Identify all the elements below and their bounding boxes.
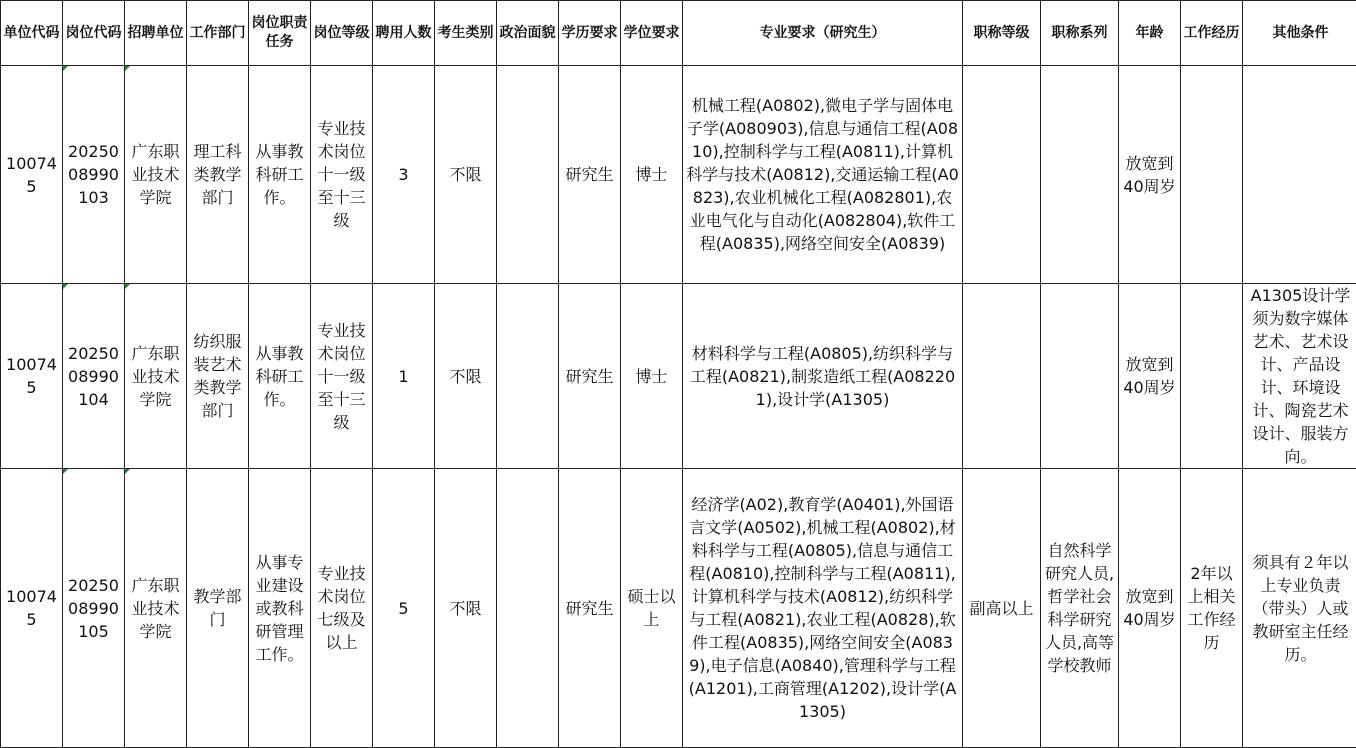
- header-unit-code: 单位代码: [1, 1, 63, 66]
- header-experience: 工作经历: [1181, 1, 1243, 66]
- cell-grade: 专业技术岗位十一级至十三级: [311, 284, 373, 469]
- cell-department: 教学部门: [187, 469, 249, 748]
- cell-experience: 2年以上相关工作经历: [1181, 469, 1243, 748]
- header-department: 工作部门: [187, 1, 249, 66]
- cell-age: 放宽到40周岁: [1119, 284, 1181, 469]
- header-headcount: 聘用人数: [373, 1, 435, 66]
- cell-candidate-type: 不限: [435, 66, 497, 284]
- cell-post-code: 2025008990103: [63, 66, 125, 284]
- header-political: 政治面貌: [497, 1, 559, 66]
- cell-grade: 专业技术岗位七级及以上: [311, 469, 373, 748]
- cell-candidate-type: 不限: [435, 284, 497, 469]
- cell-education: 研究生: [559, 66, 621, 284]
- cell-political: [497, 284, 559, 469]
- cell-title-series: [1041, 66, 1119, 284]
- cell-title-level: [963, 284, 1041, 469]
- cell-other: [1243, 66, 1356, 284]
- header-employer: 招聘单位: [125, 1, 187, 66]
- cell-employer: 广东职业技术学院: [125, 469, 187, 748]
- cell-department: 纺织服装艺术类教学部门: [187, 284, 249, 469]
- cell-duties: 从事专业建设或教科研管理工作。: [249, 469, 311, 748]
- header-degree: 学位要求: [621, 1, 683, 66]
- header-post-code: 岗位代码: [63, 1, 125, 66]
- cell-major: 材料科学与工程(A0805),纺织科学与工程(A0821),制浆造纸工程(A082201),设计学(A1305): [683, 284, 963, 469]
- cell-title-level: 副高以上: [963, 469, 1041, 748]
- header-education: 学历要求: [559, 1, 621, 66]
- header-duties: 岗位职责任务: [249, 1, 311, 66]
- cell-unit-code: 100745: [1, 284, 63, 469]
- cell-education: 研究生: [559, 284, 621, 469]
- cell-title-series: 自然科学研究人员,哲学社会科学研究人员,高等学校教师: [1041, 469, 1119, 748]
- cell-unit-code: 100745: [1, 66, 63, 284]
- table-row: [1, 284, 1356, 469]
- cell-education: 研究生: [559, 469, 621, 748]
- cell-post-code: 2025008990105: [63, 469, 125, 748]
- header-candidate-type: 考生类别: [435, 1, 497, 66]
- header-grade: 岗位等级: [311, 1, 373, 66]
- cell-headcount: 5: [373, 469, 435, 748]
- cell-major: 经济学(A02),教育学(A0401),外国语言文学(A0502),机械工程(A0802),材料科学与工程(A0805),信息与通信工程(A0810),控制科学与工程(A0811),计算机科学与技术(A0812),纺织科学与工程(A0821),农业工程(A0828),软件工程(A0835),网络空间安全(A0839),电子信息(A0840),管理科学与工程(A1201),工商管理(A1202),设计学(A1305): [683, 469, 963, 748]
- cell-department: 理工科类教学部门: [187, 66, 249, 284]
- cell-experience: [1181, 66, 1243, 284]
- header-other: 其他条件: [1243, 1, 1356, 66]
- cell-headcount: 1: [373, 284, 435, 469]
- header-title-level: 职称等级: [963, 1, 1041, 66]
- cell-degree: 硕士以上: [621, 469, 683, 748]
- cell-political: [497, 66, 559, 284]
- header-major: 专业要求（研究生）: [683, 1, 963, 66]
- cell-unit-code: 100745: [1, 469, 63, 748]
- cell-age: 放宽到40周岁: [1119, 66, 1181, 284]
- cell-duties: 从事教科研工作。: [249, 284, 311, 469]
- cell-headcount: 3: [373, 66, 435, 284]
- cell-employer: 广东职业技术学院: [125, 66, 187, 284]
- header-age: 年龄: [1119, 1, 1181, 66]
- cell-degree: 博士: [621, 284, 683, 469]
- cell-post-code: 2025008990104: [63, 284, 125, 469]
- cell-age: 放宽到40周岁: [1119, 469, 1181, 748]
- cell-experience: [1181, 284, 1243, 469]
- cell-grade: 专业技术岗位十一级至十三级: [311, 66, 373, 284]
- cell-title-level: [963, 66, 1041, 284]
- cell-employer: 广东职业技术学院: [125, 284, 187, 469]
- cell-duties: 从事教科研工作。: [249, 66, 311, 284]
- table-row: [1, 469, 1356, 748]
- cell-title-series: [1041, 284, 1119, 469]
- cell-other: A1305设计学须为数字媒体艺术、艺术设计、产品设计、环境设计、陶瓷艺术设计、服装方向。: [1243, 284, 1356, 469]
- cell-major: 机械工程(A0802),微电子学与固体电子学(A080903),信息与通信工程(A0810),控制科学与工程(A0811),计算机科学与技术(A0812),交通运输工程(A0823),农业机械化工程(A082801),农业电气化与自动化(A082804),软件工程(A0835),网络空间安全(A0839): [683, 66, 963, 284]
- cell-candidate-type: 不限: [435, 469, 497, 748]
- cell-other: 须具有２年以上专业负责（带头）人或教研室主任经历。: [1243, 469, 1356, 748]
- cell-political: [497, 469, 559, 748]
- header-row: [1, 1, 1356, 66]
- header-title-series: 职称系列: [1041, 1, 1119, 66]
- cell-degree: 博士: [621, 66, 683, 284]
- table-row: [1, 66, 1356, 284]
